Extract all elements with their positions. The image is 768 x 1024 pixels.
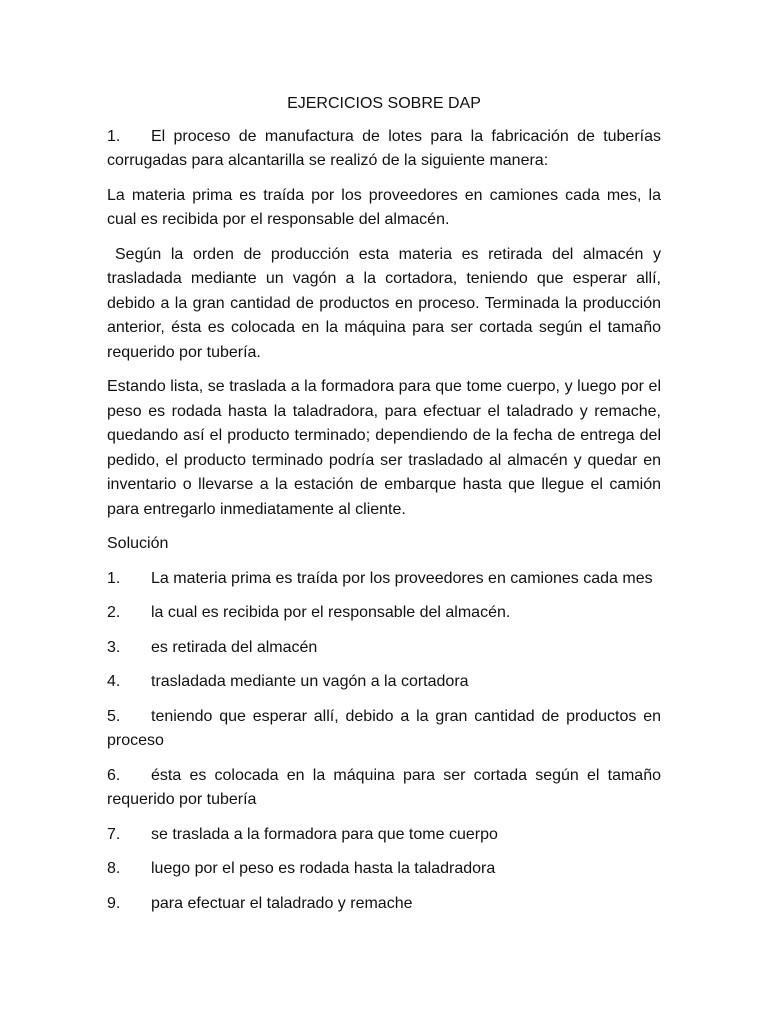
solution-item — [107, 764, 661, 813]
solution-item-text: es retirada del almacén — [151, 638, 318, 656]
document-page — [107, 92, 661, 926]
solution-item-text: la cual es recibida por el responsable del almacén. — [151, 604, 511, 621]
solution-item — [107, 601, 661, 626]
solution-item — [107, 567, 661, 592]
solution-item-number: 1. — [107, 569, 121, 587]
paragraph-1: La materia prima es traída por los proveedores en camiones cada mes, la cual es recibida por el responsable del almacén. — [107, 186, 661, 228]
document-title: EJERCICIOS SOBRE DAP — [287, 95, 481, 112]
solution-item — [107, 823, 661, 848]
solution-item-text: La materia prima es traída por los proveedores en camiones cada mes — [151, 569, 653, 587]
solution-item-text: se traslada a la formadora para que tome cuerpo — [151, 825, 498, 843]
solution-item-number: 9. — [107, 894, 121, 912]
exercise-intro — [107, 125, 661, 174]
solution-item-text: trasladada mediante un vagón a la cortadora — [151, 673, 469, 690]
solution-item-number: 8. — [107, 860, 121, 877]
solution-item-number: 5. — [107, 707, 121, 725]
solution-item-text: teniendo que esperar allí, debido a la gran cantidad de productos en proceso — [107, 707, 661, 749]
solution-item-text: ésta es colocada en la máquina para ser cortada según el tamaño requerido por tubería — [107, 766, 661, 808]
solution-item — [107, 705, 661, 754]
solution-heading: Solución — [107, 535, 169, 552]
solution-item — [107, 636, 661, 661]
solution-item — [107, 670, 661, 695]
solution-item-number: 4. — [107, 673, 121, 690]
exercise-number: 1. — [107, 127, 121, 145]
paragraph-2: Según la orden de producción esta materia es retirada del almacén y trasladada mediante un vagón a la cortadora, teniendo que esperar allí, debido a la gran cantidad de productos en proceso. Terminada la producción anterior, ésta es colocada en la máquina para ser cortada según el tamaño requerido por tubería. — [107, 245, 661, 361]
solution-item-text: para efectuar el taladrado y remache — [151, 894, 413, 912]
solution-item-text: luego por el peso es rodada hasta la taladradora — [151, 860, 496, 877]
exercise-intro-text: El proceso de manufactura de lotes para la fabricación de tuberías corrugadas para alcantarilla se realizó de la siguiente manera: — [107, 127, 661, 169]
paragraph-3: Estando lista, se traslada a la formadora para que tome cuerpo, y luego por el peso es rodada hasta la taladradora, para efectuar el taladrado y remache, quedando así el producto terminado; dependiendo de la fecha de entrega del pedido, el producto terminado podría ser trasladado al almacén y quedar en inventario o llevarse a la estación de embarque hasta que llegue el camión para entregarlo inmediatamente al cliente. — [107, 378, 661, 518]
solution-item — [107, 892, 661, 917]
solution-item-number: 3. — [107, 638, 121, 656]
solution-item — [107, 857, 661, 882]
solution-item-number: 2. — [107, 604, 121, 621]
solution-item-number: 7. — [107, 825, 121, 843]
solution-item-number: 6. — [107, 766, 121, 784]
